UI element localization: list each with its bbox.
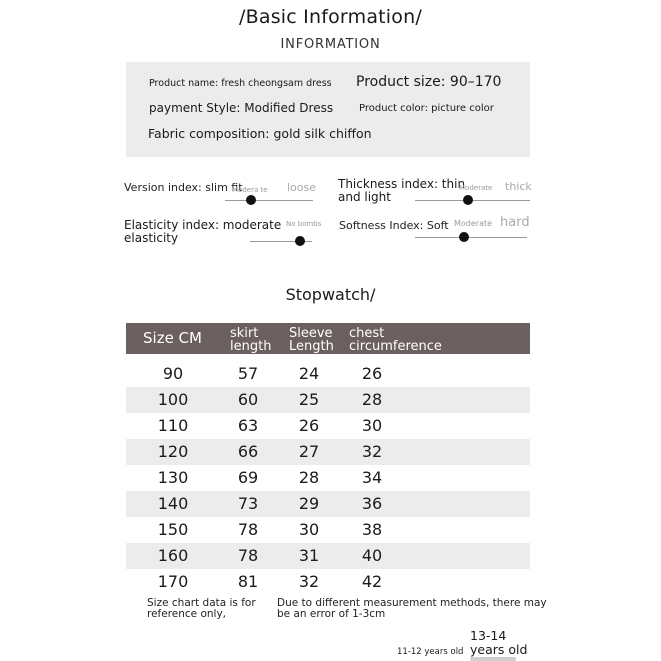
cell-size: 170: [157, 572, 189, 591]
header-size: Size CM: [143, 329, 202, 347]
cell-skirt-length: 81: [237, 572, 259, 591]
cell-sleeve-length: 27: [298, 442, 320, 461]
cell-sleeve-length: 24: [298, 364, 320, 383]
product-color: Product color: picture color: [359, 103, 494, 114]
product-info-box: [126, 62, 530, 157]
cell-chest: 32: [361, 442, 383, 461]
table-row: [126, 387, 530, 413]
header-skirt-length: skirt length: [230, 326, 272, 354]
cell-skirt-length: 73: [237, 494, 259, 513]
table-row: [126, 491, 530, 517]
thickness-index-right-label: thick: [505, 180, 532, 193]
table-row: [126, 439, 530, 465]
age-label-13-14: 13-14 years old: [470, 628, 528, 657]
cell-sleeve-length: 25: [298, 390, 320, 409]
size-chart-title: Stopwatch/: [285, 285, 376, 304]
cell-skirt-length: 63: [237, 416, 259, 435]
thickness-index-mid-label: Moderate: [459, 184, 493, 192]
cell-size: 160: [157, 546, 189, 565]
softness-index-label: Softness Index: Soft: [339, 219, 449, 232]
softness-index-right-label: hard: [500, 215, 530, 230]
cell-sleeve-length: 32: [298, 572, 320, 591]
elasticity-index-knob: [295, 236, 305, 246]
version-index-label: Version index: slim fit: [124, 181, 243, 194]
elasticity-index-mid-label: No bombs: [286, 220, 322, 228]
cell-size: 90: [162, 364, 184, 383]
cell-chest: 38: [361, 520, 383, 539]
table-row: [126, 569, 530, 595]
cell-skirt-length: 69: [237, 468, 259, 487]
table-row: [126, 517, 530, 543]
cell-sleeve-length: 30: [298, 520, 320, 539]
cell-size: 110: [157, 416, 189, 435]
note-measurement-error: Due to different measurement methods, there may be an error of 1-3cm: [277, 597, 547, 620]
fabric-composition: Fabric composition: gold silk chiffon: [148, 126, 372, 141]
thickness-index-label: Thickness index: thin and light: [338, 177, 466, 204]
version-index-mid-label: Modera te: [232, 186, 268, 194]
cell-skirt-length: 57: [237, 364, 259, 383]
page-title: /Basic Information/: [239, 6, 422, 28]
version-index-right-label: loose: [287, 181, 317, 194]
cell-size: 100: [157, 390, 189, 409]
product-name: Product name: fresh cheongsam dress: [149, 78, 332, 89]
header-sleeve-length: Sleeve Length: [289, 326, 334, 354]
thickness-index-knob: [463, 195, 473, 205]
size-table-header: [126, 323, 530, 354]
cell-chest: 42: [361, 572, 383, 591]
cell-sleeve-length: 28: [298, 468, 320, 487]
elasticity-index-label: Elasticity index: moderate elasticity: [124, 218, 282, 245]
cell-skirt-length: 60: [237, 390, 259, 409]
cell-skirt-length: 66: [237, 442, 259, 461]
softness-index-knob: [459, 232, 469, 242]
age-highlight-bar: [470, 657, 516, 661]
table-row: [126, 543, 530, 569]
softness-index-track: [415, 237, 527, 238]
cell-size: 150: [157, 520, 189, 539]
cell-size: 120: [157, 442, 189, 461]
cell-chest: 36: [361, 494, 383, 513]
product-size: Product size: 90–170: [356, 74, 502, 90]
payment-style: payment Style: Modified Dress: [149, 101, 334, 115]
cell-chest: 28: [361, 390, 383, 409]
table-row: [126, 465, 530, 491]
header-chest-circumference: chest circumference: [349, 326, 442, 354]
table-row: [126, 361, 530, 387]
cell-sleeve-length: 31: [298, 546, 320, 565]
version-index-track: [225, 200, 313, 201]
cell-size: 130: [157, 468, 189, 487]
cell-skirt-length: 78: [237, 546, 259, 565]
cell-chest: 26: [361, 364, 383, 383]
cell-size: 140: [157, 494, 189, 513]
cell-sleeve-length: 26: [298, 416, 320, 435]
cell-chest: 34: [361, 468, 383, 487]
note-reference: Size chart data is for reference only,: [147, 597, 256, 620]
section-subtitle: INFORMATION: [280, 37, 381, 52]
table-row: [126, 413, 530, 439]
version-index-knob: [246, 195, 256, 205]
cell-skirt-length: 78: [237, 520, 259, 539]
cell-chest: 40: [361, 546, 383, 565]
cell-chest: 30: [361, 416, 383, 435]
softness-index-mid-label: Moderate: [454, 219, 493, 228]
age-label-11-12: 11-12 years old: [397, 647, 464, 657]
cell-sleeve-length: 29: [298, 494, 320, 513]
